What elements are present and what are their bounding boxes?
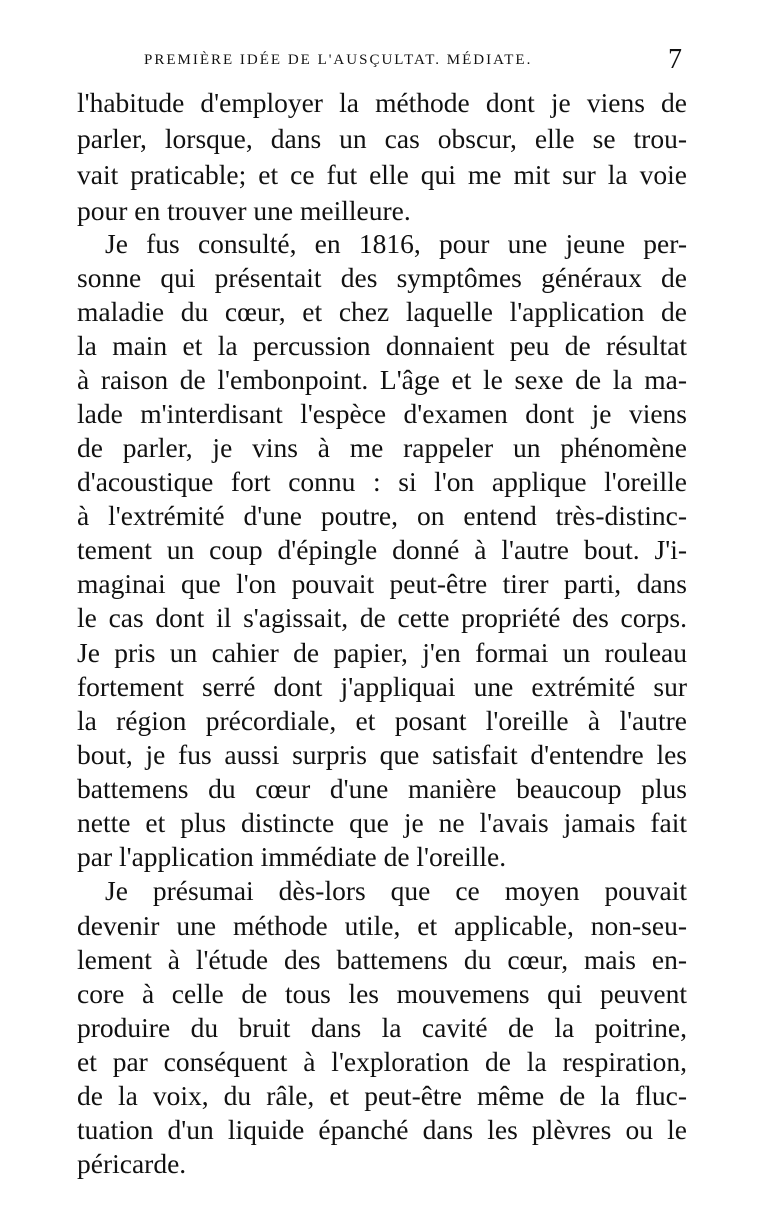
text-line: à l'extrémité d'une poutre, on entend très-distinc-: [77, 500, 687, 531]
text-line: nette et plus distincte que je ne l'avais jamais fait: [77, 807, 687, 838]
text-line: produire du bruit dans la cavité de la poitrine,: [77, 1012, 687, 1043]
text-line: le cas dont il s'agissait, de cette propriété des corps.: [77, 602, 687, 633]
text-line: maginai que l'on pouvait peut-être tirer parti, dans: [77, 568, 687, 599]
text-line: Je fus consulté, en 1816, pour une jeune per-: [105, 228, 687, 259]
text-line: par l'application immédiate de l'oreille.: [77, 841, 507, 872]
text-line: bout, je fus aussi surpris que satisfait d'entendre les: [77, 739, 687, 770]
text-line: l'habitude d'employer la méthode dont je viens de: [77, 87, 687, 118]
text-line: de parler, je vins à me rappeler un phénomène: [77, 432, 687, 463]
text-line: Je présumai dès-lors que ce moyen pouvait: [105, 875, 687, 906]
text-line: sonne qui présentait des symptômes généraux de: [77, 262, 687, 293]
text-line: battemens du cœur d'une manière beaucoup plus: [77, 773, 687, 804]
text-line: tuation d'un liquide épanché dans les plèvres ou le: [77, 1114, 687, 1145]
text-line: maladie du cœur, et chez laquelle l'application de: [77, 296, 687, 327]
text-line: vait praticable; et ce fut elle qui me mit sur la voie: [77, 159, 687, 190]
text-line: lade m'interdisant l'espèce d'examen dont je viens: [77, 398, 687, 429]
text-line: à raison de l'embonpoint. L'âge et le sexe de la ma-: [77, 364, 687, 395]
text-line: péricarde.: [77, 1148, 187, 1179]
text-line: devenir une méthode utile, et applicable, non-seu-: [77, 910, 687, 941]
text-line: parler, lorsque, dans un cas obscur, elle se trou-: [77, 123, 687, 154]
text-line: la main et la percussion donnaient peu de résultat: [77, 330, 687, 361]
text-line: et par conséquent à l'exploration de la respiration,: [77, 1046, 687, 1077]
text-line: pour en trouver une meilleure.: [77, 195, 411, 226]
page-number: 7: [668, 44, 682, 75]
text-line: la région précordiale, et posant l'oreille à l'autre: [77, 705, 687, 736]
running-header: PREMIÈRE IDÉE DE L'AUSÇULTAT. MÉDIATE.: [144, 52, 533, 68]
text-line: core à celle de tous les mouvemens qui peuvent: [77, 978, 687, 1009]
text-line: tement un coup d'épingle donné à l'autre bout. J'i-: [77, 534, 687, 565]
text-line: de la voix, du râle, et peut-être même de la fluc-: [77, 1080, 687, 1111]
text-line: Je pris un cahier de papier, j'en formai un rouleau: [77, 637, 687, 668]
text-line: lement à l'étude des battemens du cœur, mais en-: [77, 944, 687, 975]
text-line: fortement serré dont j'appliquai une extrémité sur: [77, 671, 687, 702]
text-line: d'acoustique fort connu : si l'on applique l'oreille: [77, 466, 687, 497]
